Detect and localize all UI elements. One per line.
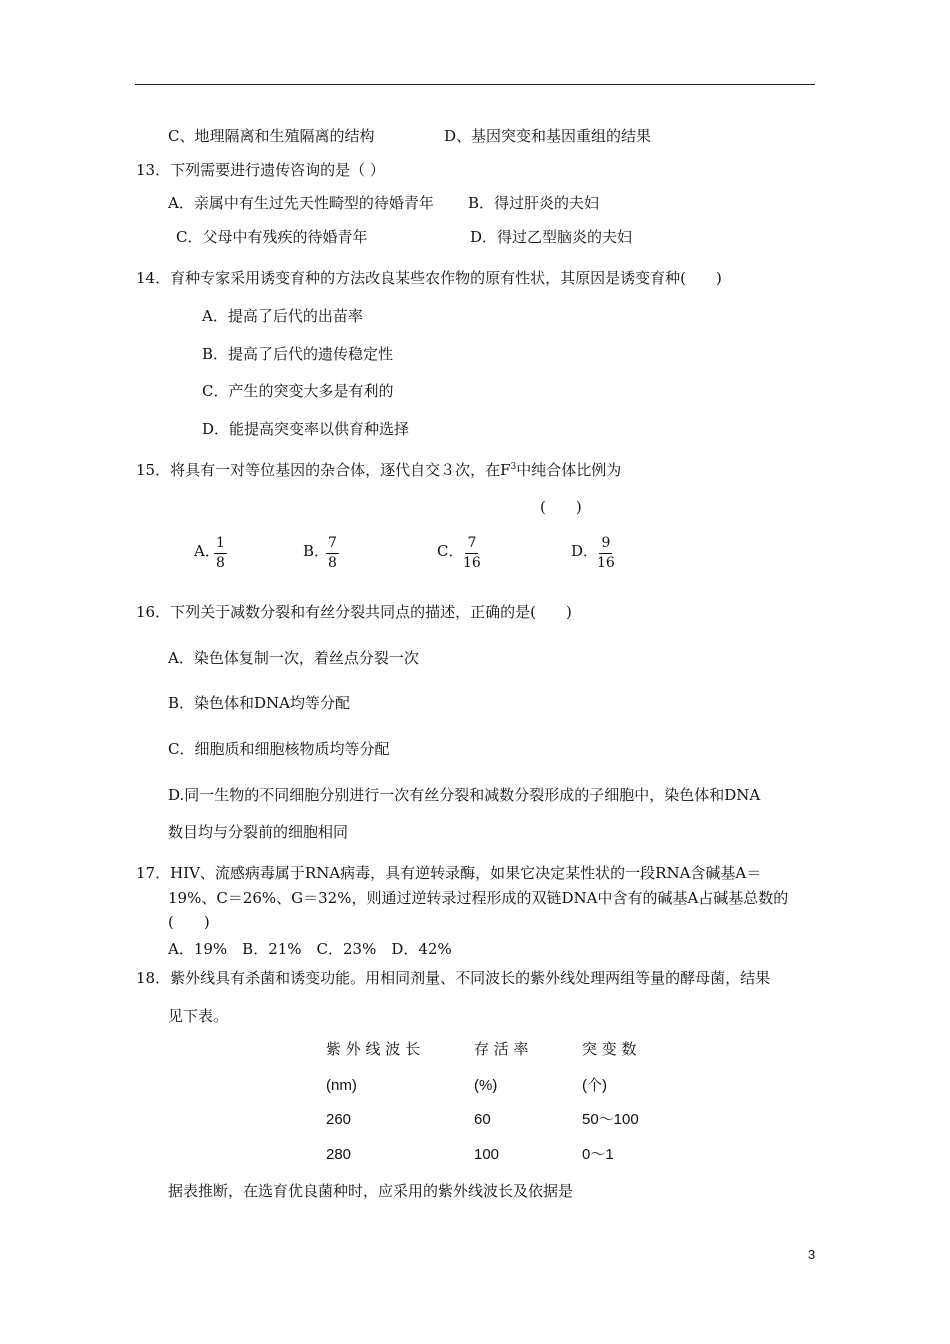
table-cell: 100 [474, 1146, 500, 1163]
q16-option-d-line2: 数目均与分裂前的细胞相同 [168, 823, 349, 841]
q14-option-a: A．提高了后代的出苗率 [202, 307, 363, 325]
q15-stem [136, 460, 621, 480]
q13-option-c: C．父母中有残疾的待婚青年 [176, 228, 368, 246]
q15-option-a-fraction [214, 535, 227, 572]
table-unit-survival-rate: (%) [474, 1077, 498, 1094]
q15-option-d-letter: D． [571, 542, 599, 560]
q15-answer-paren: ( ) [540, 498, 582, 516]
table-cell: 260 [326, 1111, 352, 1128]
q15-option-b-fraction [326, 535, 339, 572]
q15-stem-before: 15．将具有一对等位基因的杂合体，逐代自交３次，在F [136, 461, 511, 479]
q16-stem: 16．下列关于减数分裂和有丝分裂共同点的描述，正确的是( ) [136, 603, 572, 621]
fraction-denominator: 16 [597, 555, 615, 571]
q14-option-b: B．提高了后代的遗传稳定性 [202, 345, 394, 363]
q12-option-c: C、地理隔离和生殖隔离的结构 [168, 127, 375, 145]
q17-stem-line1: 17．HIV、流感病毒属于RNA病毒，具有逆转录酶，如果它决定某性状的一段RNA含碱基A＝ [136, 864, 762, 882]
q17-stem-line2: 19%、C＝26%、G＝32%，则通过逆转录过程形成的双链DNA中含有的碱基A占碱基总数的 [168, 889, 789, 907]
q13-stem: 13．下列需要进行遗传咨询的是（ ） [136, 161, 385, 179]
page-number: 3 [808, 1247, 816, 1262]
fraction-numerator: 1 [214, 535, 227, 554]
q15-option-d-fraction [595, 535, 617, 572]
q15-stem-after: 中纯合体比例为 [516, 461, 622, 479]
table-cell: 0～1 [582, 1146, 614, 1163]
fraction-numerator: 7 [326, 535, 339, 554]
table-cell: 60 [474, 1111, 491, 1128]
fraction-numerator: 7 [465, 535, 478, 554]
q13-option-d: D．得过乙型脑炎的夫妇 [470, 228, 633, 246]
table-unit-wavelength: (nm) [326, 1077, 357, 1094]
q14-stem: 14．育种专家采用诱变育种的方法改良某些农作物的原有性状，其原因是诱变育种( ) [136, 269, 722, 287]
q15-option-c-fraction [461, 535, 483, 572]
q15-stem-sup: 3 [510, 462, 517, 472]
table-header-wavelength: 紫 外 线 波 长 [326, 1040, 421, 1058]
table-cell: 280 [326, 1146, 352, 1163]
q15-option-a-letter: A． [194, 542, 220, 560]
q13-option-a: A．亲属中有生过先天性畸型的待婚青年 [168, 194, 434, 212]
q16-option-b: B．染色体和DNA均等分配 [168, 694, 351, 712]
table-header-mutation-count: 突 变 数 [582, 1040, 637, 1058]
q17-answer-paren: ( ) [168, 913, 210, 931]
table-cell: 50～100 [582, 1111, 639, 1128]
q18-stem-line1: 18．紫外线具有杀菌和诱变功能。用相同剂量、不同波长的紫外线处理两组等量的酵母菌，结果 [136, 969, 771, 987]
q15-option-b-letter: B． [303, 542, 330, 560]
fraction-numerator: 9 [599, 535, 612, 554]
q14-option-c: C．产生的突变大多是有利的 [202, 382, 394, 400]
q16-option-d-line1: D.同一生物的不同细胞分别进行一次有丝分裂和减数分裂形成的子细胞中，染色体和DNA [168, 786, 761, 804]
fraction-denominator: 8 [216, 555, 225, 571]
q18-stem-line2: 见下表。 [168, 1007, 229, 1025]
q13-option-b: B．得过肝炎的夫妇 [468, 194, 600, 212]
table-unit-mutation-count: (个) [582, 1077, 607, 1094]
q12-option-d: D、基因突变和基因重组的结果 [444, 127, 652, 145]
q15-option-c-letter: C． [437, 542, 464, 560]
q18-conclusion: 据表推断，在选育优良菌种时，应采用的紫外线波长及依据是 [168, 1182, 574, 1200]
q16-option-a: A．染色体复制一次，着丝点分裂一次 [168, 649, 419, 667]
table-header-survival-rate: 存 活 率 [474, 1040, 529, 1058]
q14-option-d: D．能提高突变率以供育种选择 [202, 420, 410, 438]
fraction-denominator: 16 [463, 555, 481, 571]
q17-options: A．19% B．21% C．23% D．42% [168, 940, 452, 958]
q16-option-c: C．细胞质和细胞核物质均等分配 [168, 740, 390, 758]
fraction-denominator: 8 [328, 555, 337, 571]
header-rule [135, 84, 815, 85]
